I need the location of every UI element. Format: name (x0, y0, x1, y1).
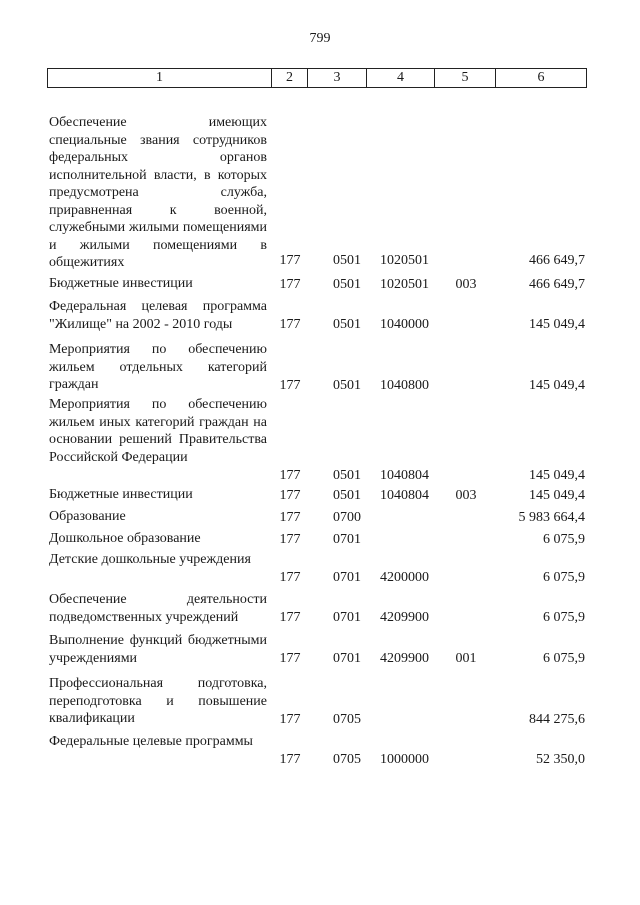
row-code-3: 0501 (333, 316, 361, 332)
row-name: Мероприятия по обеспечению жильем отдельных категорий граждан (49, 342, 267, 392)
row-code-3: 0701 (333, 569, 361, 585)
table-row (0, 733, 640, 768)
header-col-3: 3 (308, 69, 367, 87)
row-code-4: 1000000 (380, 751, 429, 767)
row-amount: 6 075,9 (543, 569, 585, 585)
row-code-2: 177 (279, 316, 301, 332)
row-name: Федеральные целевые программы (49, 734, 253, 749)
row-amount: 6 075,9 (543, 650, 585, 666)
row-code-4: 1020501 (380, 276, 429, 292)
row-name: Обеспечение имеющих специальные звания сотрудников федеральных органов исполнительной власти, в которых предусмотрена служба, приравненная к военной, служебными жилыми помещениями и жилыми помещениями в общежитиях (49, 115, 267, 270)
row-code-2: 177 (279, 531, 301, 547)
row-code-2: 177 (279, 487, 301, 503)
table-row (0, 486, 640, 504)
row-amount: 6 075,9 (543, 531, 585, 547)
row-amount: 145 049,4 (529, 487, 585, 503)
table-row (0, 632, 640, 667)
row-code-3: 0701 (333, 650, 361, 666)
header-col-4: 4 (367, 69, 435, 87)
table-row (0, 530, 640, 548)
row-code-2: 177 (279, 569, 301, 585)
table-row (0, 591, 640, 626)
row-name: Детские дошкольные учреждения (49, 552, 251, 567)
table-row (0, 508, 640, 526)
row-code-5: 003 (455, 276, 477, 292)
row-amount: 145 049,4 (529, 316, 585, 332)
table-row (0, 298, 640, 333)
row-code-4: 1040804 (380, 467, 429, 483)
row-amount: 466 649,7 (529, 276, 585, 292)
table-row (0, 551, 640, 586)
row-name: Дошкольное образование (49, 531, 201, 546)
row-code-2: 177 (279, 509, 301, 525)
row-code-4: 1040800 (380, 377, 429, 393)
row-code-4: 1040000 (380, 316, 429, 332)
row-code-3: 0705 (333, 751, 361, 767)
row-code-2: 177 (279, 252, 301, 268)
table-row (0, 341, 640, 394)
row-amount: 145 049,4 (529, 467, 585, 483)
row-code-5: 001 (455, 650, 477, 666)
row-name: Образование (49, 509, 126, 524)
table-row (0, 114, 640, 269)
row-code-2: 177 (279, 276, 301, 292)
row-name: Бюджетные инвестиции (49, 487, 193, 502)
row-code-3: 0501 (333, 377, 361, 393)
row-code-4: 4209900 (380, 650, 429, 666)
header-col-1: 1 (48, 69, 272, 87)
row-code-4: 1040804 (380, 487, 429, 503)
row-code-5: 003 (455, 487, 477, 503)
row-name: Мероприятия по обеспечению жильем иных категорий граждан на основании решений Правительства Российской Федерации (49, 397, 267, 465)
row-code-2: 177 (279, 751, 301, 767)
row-code-3: 0501 (333, 467, 361, 483)
page-number: 799 (309, 31, 331, 46)
row-code-3: 0501 (333, 487, 361, 503)
row-name: Бюджетные инвестиции (49, 276, 193, 291)
header-col-2: 2 (272, 69, 308, 87)
row-code-4: 1020501 (380, 252, 429, 268)
row-name: Профессиональная подготовка, переподготовка и повышение квалификации (49, 676, 267, 726)
row-code-2: 177 (279, 467, 301, 483)
row-code-3: 0501 (333, 252, 361, 268)
row-code-4: 4209900 (380, 609, 429, 625)
row-amount: 145 049,4 (529, 377, 585, 393)
row-name: Федеральная целевая программа "Жилище" на 2002 - 2010 годы (49, 299, 267, 332)
row-code-3: 0701 (333, 609, 361, 625)
row-code-3: 0501 (333, 276, 361, 292)
row-code-3: 0705 (333, 711, 361, 727)
table-row (0, 675, 640, 728)
row-code-2: 177 (279, 377, 301, 393)
row-name: Выполнение функций бюджетными учреждениями (49, 633, 267, 666)
header-col-5: 5 (435, 69, 496, 87)
row-amount: 466 649,7 (529, 252, 585, 268)
row-code-3: 0701 (333, 531, 361, 547)
row-code-2: 177 (279, 609, 301, 625)
table-header (47, 68, 587, 88)
table-row (0, 396, 640, 484)
row-amount: 6 075,9 (543, 609, 585, 625)
table-row (0, 275, 640, 293)
row-name: Обеспечение деятельности подведомственных учреждений (49, 592, 267, 625)
row-code-2: 177 (279, 711, 301, 727)
row-amount: 844 275,6 (529, 711, 585, 727)
row-amount: 52 350,0 (536, 751, 585, 767)
row-code-2: 177 (279, 650, 301, 666)
row-code-3: 0700 (333, 509, 361, 525)
row-amount: 5 983 664,4 (518, 509, 585, 525)
row-code-4: 4200000 (380, 569, 429, 585)
header-col-6: 6 (537, 70, 545, 85)
